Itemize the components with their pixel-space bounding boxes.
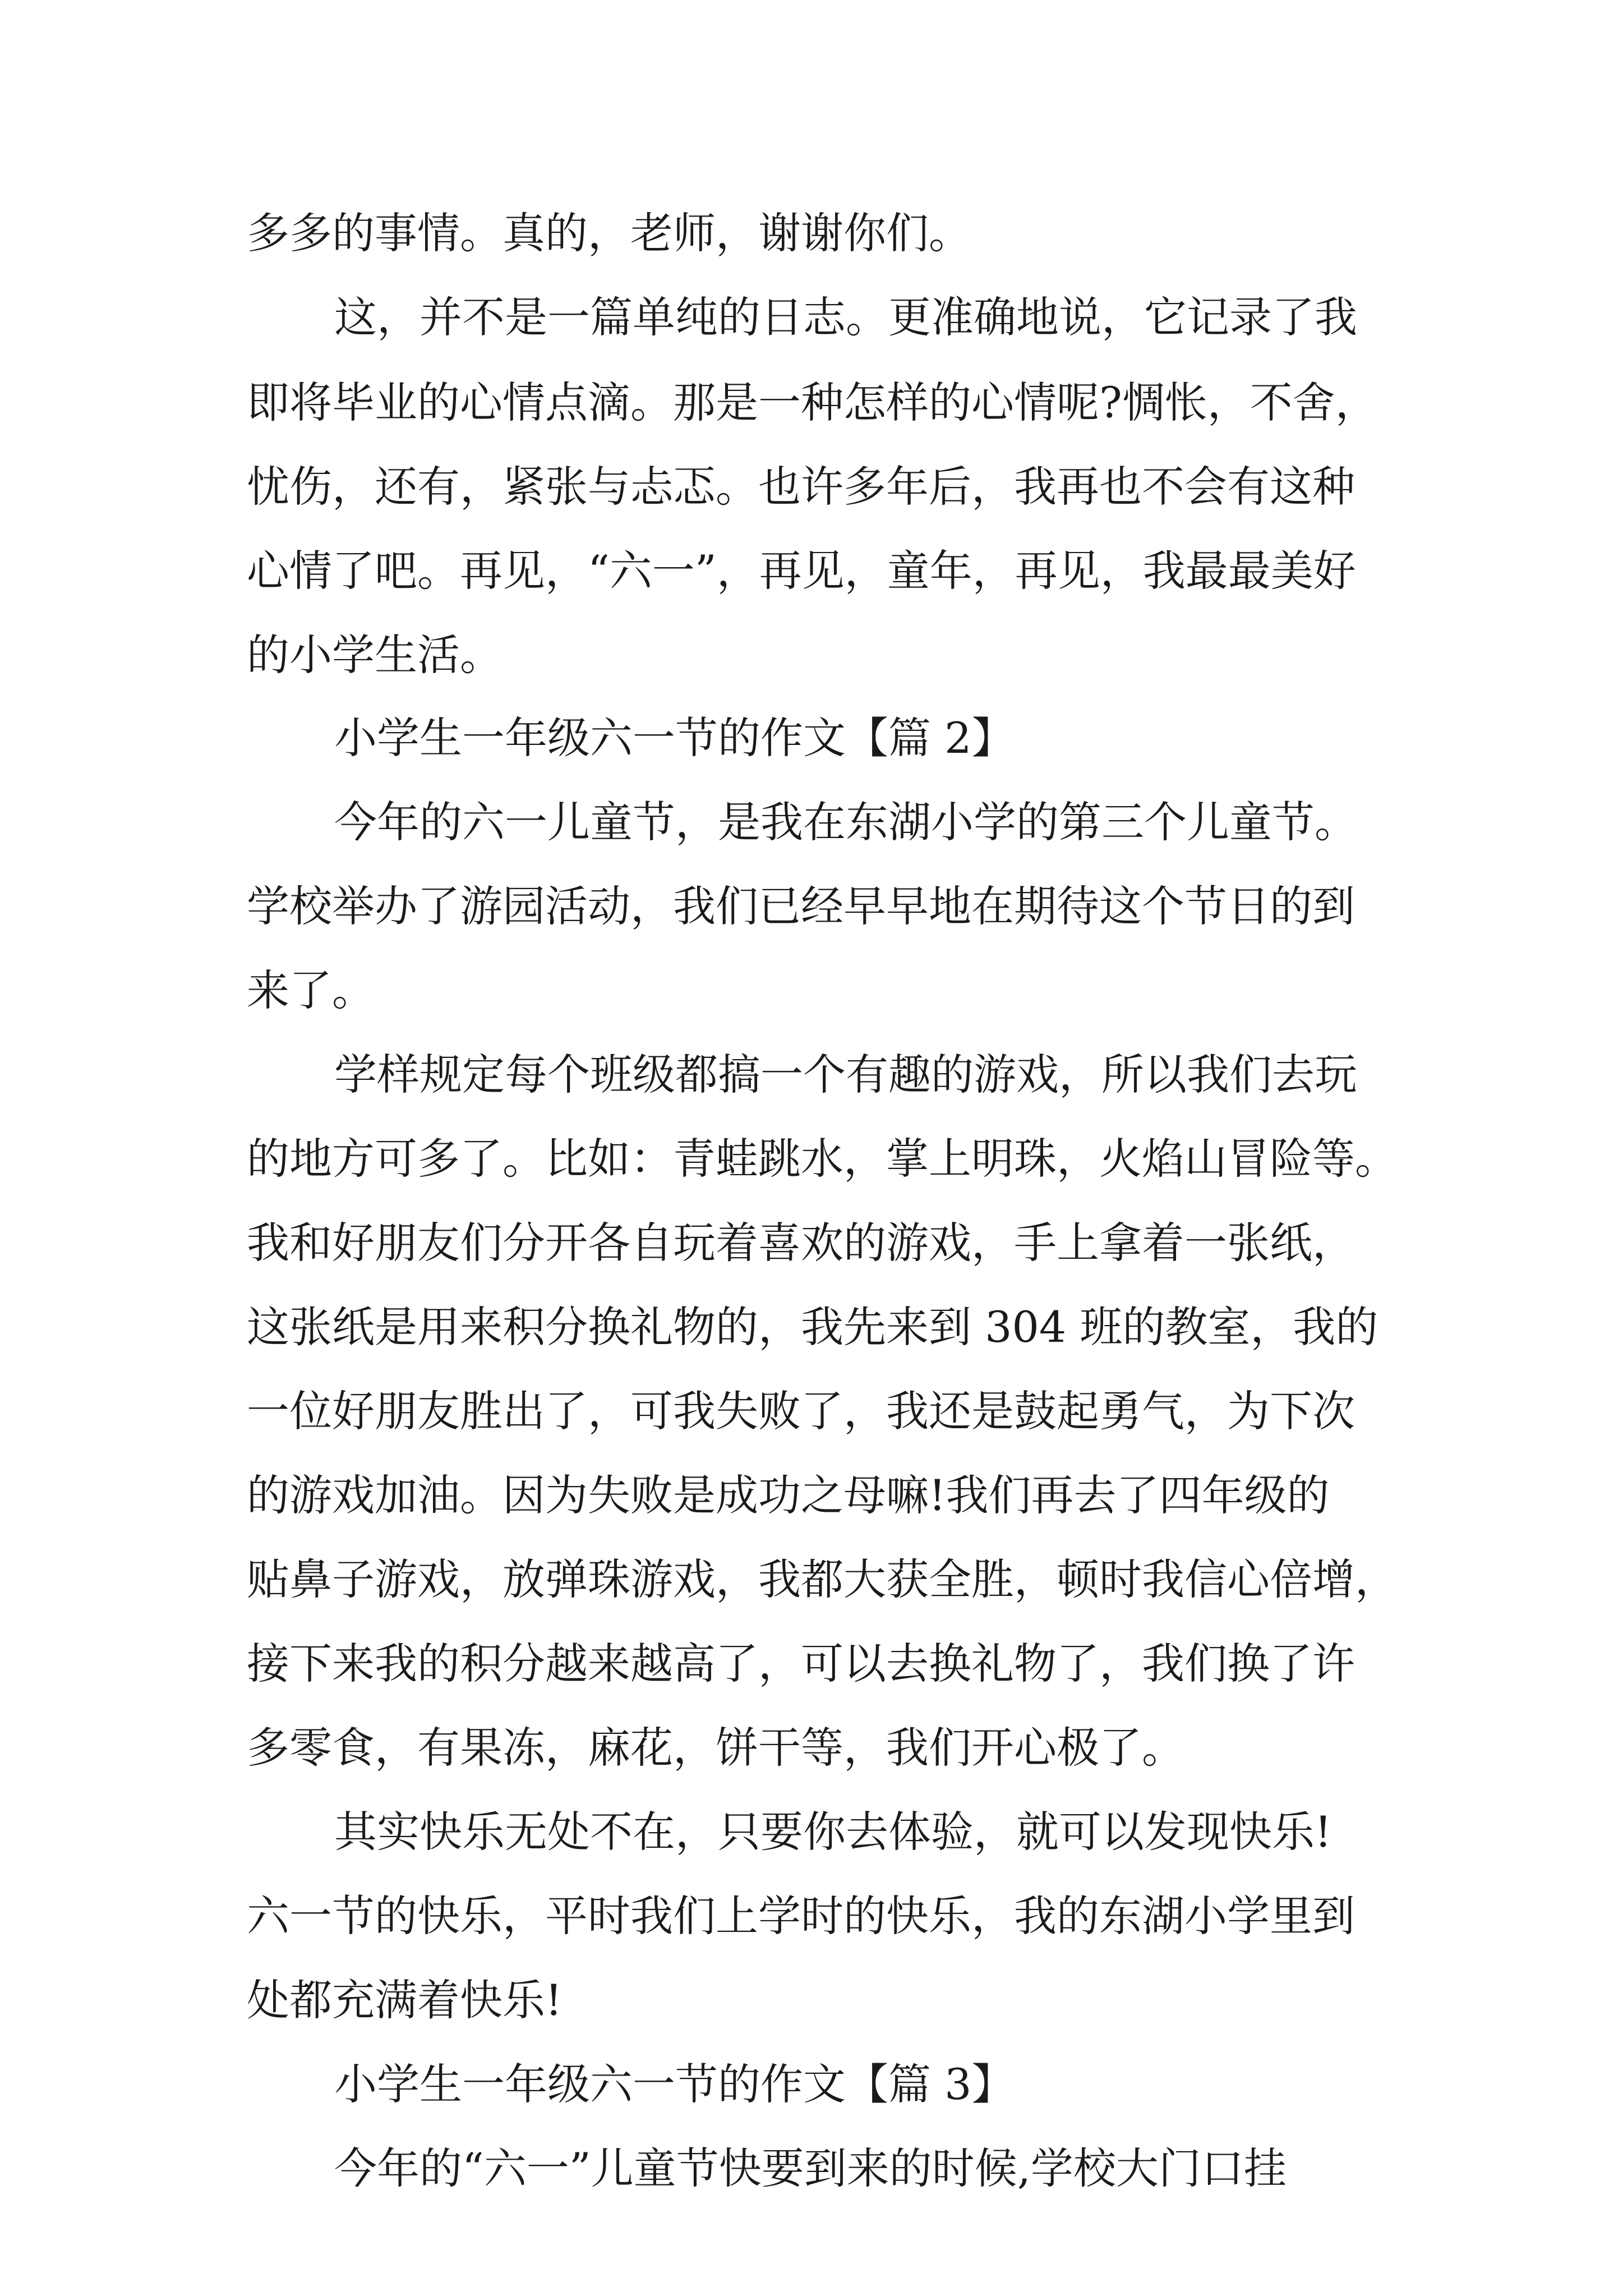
section-heading: 小学生一年级六一节的作文【篇 3】 <box>334 2059 1015 2109</box>
text-line: 学样规定每个班级都搞一个有趣的游戏，所以我们去玩 <box>334 1050 1357 1099</box>
text-line: 学校举办了游园活动，我们已经早早地在期待这个节日的到 <box>247 881 1355 931</box>
section-heading: 小学生一年级六一节的作文【篇 2】 <box>334 713 1015 763</box>
text-line: 多多的事情。真的，老师，谢谢你们。 <box>247 208 971 258</box>
text-line: 多零食，有果冻，麻花，饼干等，我们开心极了。 <box>247 1723 1184 1773</box>
text-line: 来了。 <box>247 965 375 1015</box>
text-line: 我和好朋友们分开各自玩着喜欢的游戏，手上拿着一张纸， <box>247 1218 1355 1268</box>
text-line: 六一节的快乐，平时我们上学时的快乐，我的东湖小学里到 <box>247 1891 1355 1941</box>
text-line: 忧伤，还有，紧张与忐忑。也许多年后，我再也不会有这种 <box>247 462 1355 512</box>
text-line: 贴鼻子游戏，放弹珠游戏，我都大获全胜，顿时我信心倍增， <box>247 1554 1398 1604</box>
text-line: 这，并不是一篇单纯的日志。更准确地说，它记录了我 <box>334 292 1357 342</box>
text-line: 即将毕业的心情点滴。那是一种怎样的心情呢?惆怅，不舍， <box>247 378 1378 427</box>
text-line: 今年的六一儿童节，是我在东湖小学的第三个儿童节。 <box>334 797 1357 847</box>
text-line: 这张纸是用来积分换礼物的，我先来到 304 班的教室，我的 <box>247 1302 1378 1352</box>
text-line: 的小学生活。 <box>247 630 502 680</box>
text-line: 今年的“六一”儿童节快要到来的时候,学校大门口挂 <box>334 2143 1287 2193</box>
text-line: 接下来我的积分越来越高了，可以去换礼物了，我们换了许 <box>247 1639 1355 1688</box>
text-line: 心情了吧。再见，“六一”，再见，童年，再见，我最最美好 <box>247 546 1356 596</box>
text-line: 的地方可多了。比如：青蛙跳水，掌上明珠，火焰山冒险等。 <box>247 1134 1398 1184</box>
text-line: 一位好朋友胜出了，可我失败了，我还是鼓起勇气，为下次 <box>247 1386 1355 1436</box>
text-line: 处都充满着快乐! <box>247 1975 562 2025</box>
text-line: 其实快乐无处不在，只要你去体验，就可以发现快乐! <box>334 1807 1332 1857</box>
text-line: 的游戏加油。因为失败是成功之母嘛!我们再去了四年级的 <box>247 1470 1330 1520</box>
